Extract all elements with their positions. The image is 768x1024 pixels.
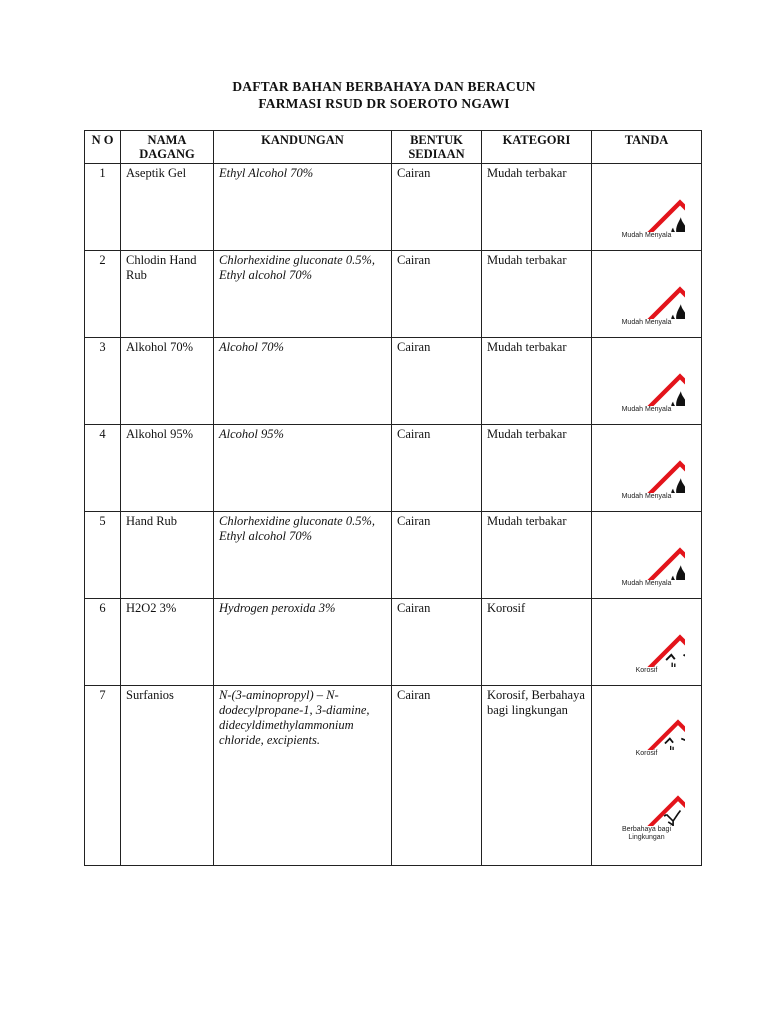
pictogram-caption: Korosif — [635, 750, 658, 757]
cell-tanda — [592, 251, 702, 338]
cell-bentuk-sediaan: Cairan — [392, 599, 482, 686]
cell-nama-dagang: Chlodin Hand Rub — [121, 251, 214, 338]
header-kategori: KATEGORI — [482, 131, 592, 164]
pictogram-caption: Mudah Menyala — [621, 406, 672, 413]
cell-tanda — [592, 425, 702, 512]
cell-no: 1 — [85, 164, 121, 251]
cell-kandungan: Hydrogen peroxida 3% — [214, 599, 392, 686]
cell-no: 6 — [85, 599, 121, 686]
cell-kategori: Mudah terbakar — [482, 425, 592, 512]
cell-nama-dagang: Hand Rub — [121, 512, 214, 599]
cell-no: 2 — [85, 251, 121, 338]
corrosive-icon — [597, 601, 696, 667]
cell-tanda — [592, 512, 702, 599]
cell-tanda — [592, 164, 702, 251]
cell-kategori: Mudah terbakar — [482, 338, 592, 425]
flame-icon — [597, 253, 696, 319]
cell-kandungan: Alcohol 70% — [214, 338, 392, 425]
table-row — [85, 164, 702, 251]
table-row — [85, 251, 702, 338]
corrosive-icon — [597, 688, 696, 750]
table-row — [85, 512, 702, 599]
title-line-1: DAFTAR BAHAN BERBAHAYA DAN BERACUN — [232, 79, 536, 94]
table-row — [85, 425, 702, 512]
header-bentuk-sediaan: BENTUK SEDIAAN — [392, 131, 482, 164]
cell-kandungan: Ethyl Alcohol 70% — [214, 164, 392, 251]
cell-kategori: Mudah terbakar — [482, 164, 592, 251]
pictogram-caption: Berbahaya bagi Lingkungan — [621, 826, 672, 841]
cell-bentuk-sediaan: Cairan — [392, 512, 482, 599]
cell-bentuk-sediaan: Cairan — [392, 251, 482, 338]
pictogram-caption: Mudah Menyala — [621, 580, 672, 587]
cell-tanda — [592, 686, 702, 866]
pictogram-caption: Korosif — [635, 667, 658, 674]
environment-hazard-icon — [597, 764, 696, 826]
cell-kategori: Mudah terbakar — [482, 512, 592, 599]
cell-kategori: Korosif — [482, 599, 592, 686]
cell-no: 4 — [85, 425, 121, 512]
pictogram-caption: Mudah Menyala — [621, 319, 672, 326]
pictogram-caption: Mudah Menyala — [621, 493, 672, 500]
cell-nama-dagang: Aseptik Gel — [121, 164, 214, 251]
table-row — [85, 599, 702, 686]
cell-nama-dagang: H2O2 3% — [121, 599, 214, 686]
hazard-table — [84, 130, 702, 866]
flame-icon — [597, 427, 696, 493]
flame-icon — [597, 340, 696, 406]
table-row — [85, 338, 702, 425]
table-header-row — [85, 131, 702, 164]
cell-bentuk-sediaan: Cairan — [392, 164, 482, 251]
cell-kategori: Mudah terbakar — [482, 251, 592, 338]
cell-kandungan: Chlorhexidine gluconate 0.5%, Ethyl alcohol 70% — [214, 512, 392, 599]
cell-tanda — [592, 599, 702, 686]
table-row — [85, 686, 702, 866]
cell-nama-dagang: Alkohol 95% — [121, 425, 214, 512]
document-title — [0, 78, 768, 112]
cell-bentuk-sediaan: Cairan — [392, 686, 482, 866]
title-line-2: FARMASI RSUD DR SOEROTO NGAWI — [258, 96, 510, 111]
cell-kandungan: Alcohol 95% — [214, 425, 392, 512]
cell-tanda — [592, 338, 702, 425]
header-tanda: TANDA — [592, 131, 702, 164]
header-kandungan: KANDUNGAN — [214, 131, 392, 164]
cell-nama-dagang: Alkohol 70% — [121, 338, 214, 425]
pictogram-caption: Mudah Menyala — [621, 232, 672, 239]
cell-bentuk-sediaan: Cairan — [392, 338, 482, 425]
cell-no: 5 — [85, 512, 121, 599]
cell-kategori: Korosif, Berbahaya bagi lingkungan — [482, 686, 592, 866]
cell-kandungan: N-(3-aminopropyl) – N-dodecylpropane-1, 3-diamine, didecyldimethylammonium chloride, excipients. — [214, 686, 392, 866]
header-no: N O — [85, 131, 121, 164]
cell-kandungan: Chlorhexidine gluconate 0.5%, Ethyl alcohol 70% — [214, 251, 392, 338]
cell-nama-dagang: Surfanios — [121, 686, 214, 866]
cell-no: 7 — [85, 686, 121, 866]
header-nama-dagang: NAMA DAGANG — [121, 131, 214, 164]
cell-no: 3 — [85, 338, 121, 425]
flame-icon — [597, 166, 696, 232]
flame-icon — [597, 514, 696, 580]
cell-bentuk-sediaan: Cairan — [392, 425, 482, 512]
